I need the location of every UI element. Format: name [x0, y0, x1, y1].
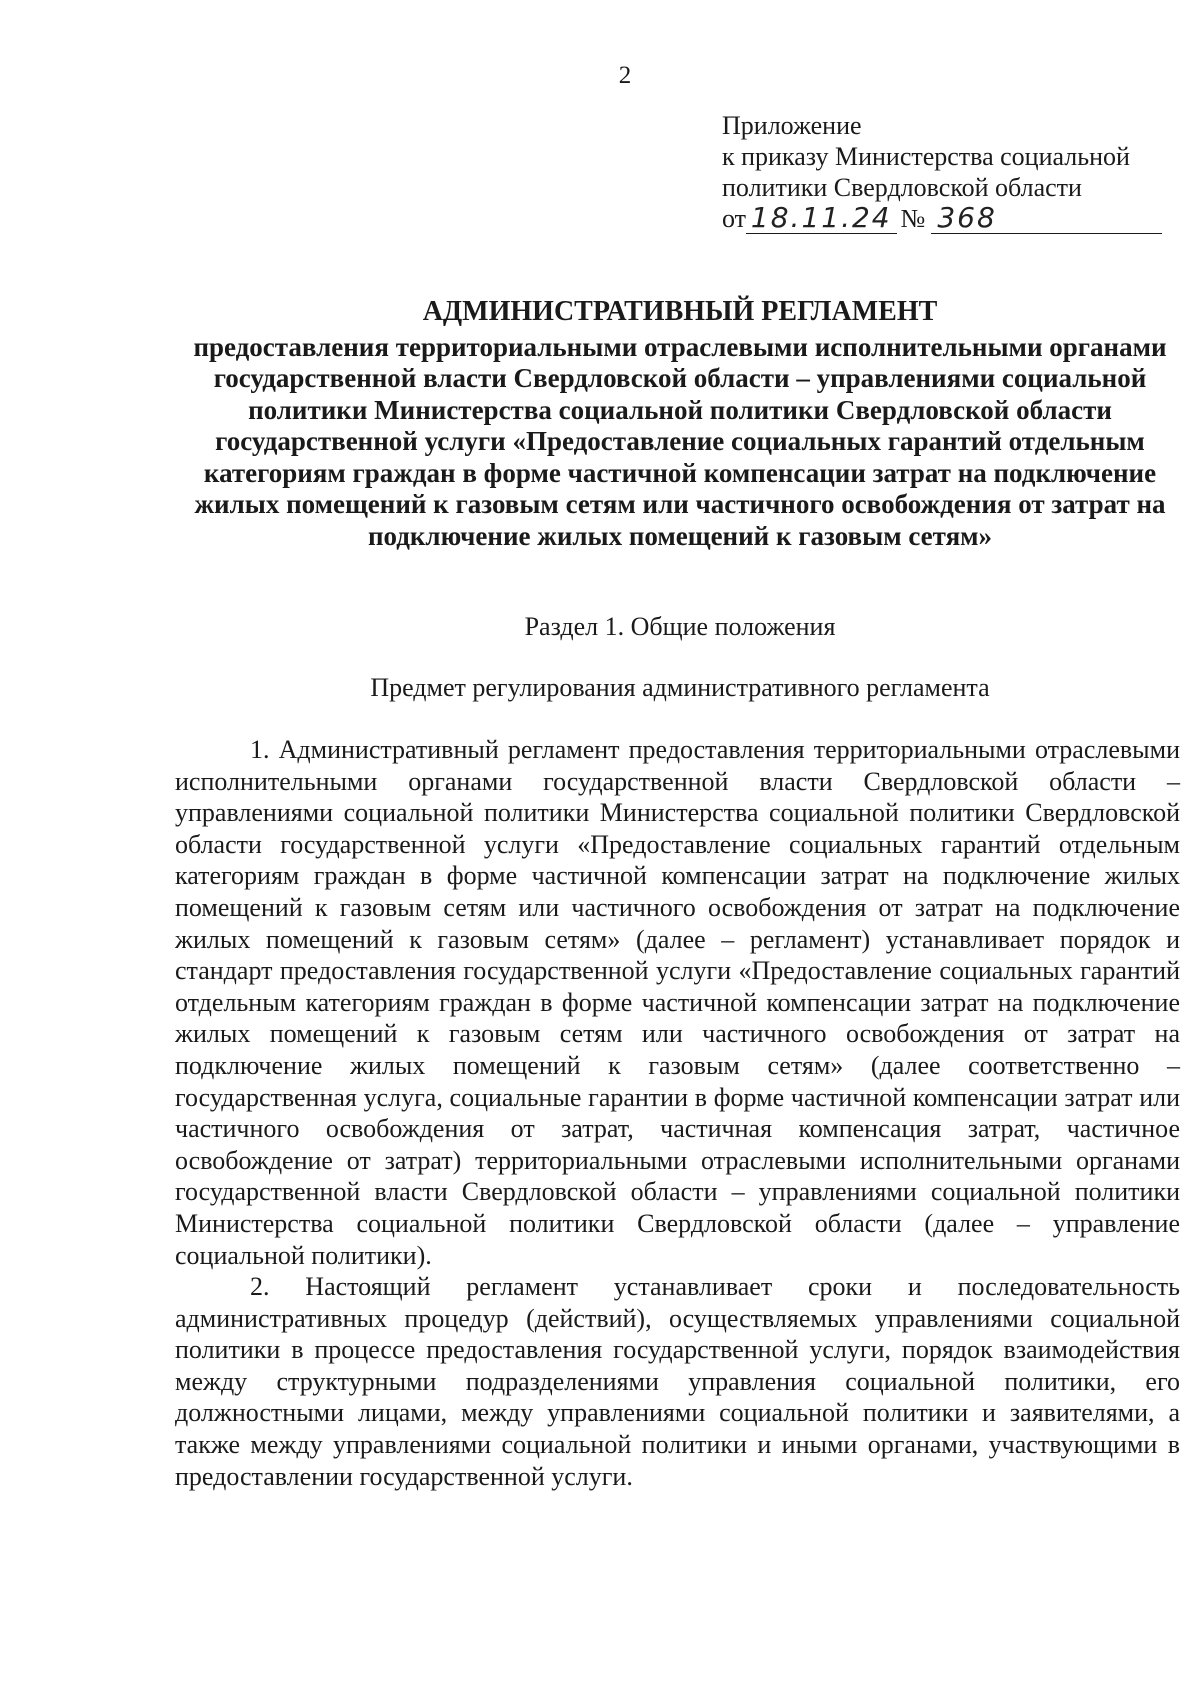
section-subheading: Предмет регулирования административного регламента [370, 673, 990, 702]
appendix-block [722, 110, 1162, 234]
document-subtitle: предоставления территориальными отраслевыми исполнительными органами государственной власти Свердловской области – управлениями социальной политики Министерства социальной политики Свердловской области государственной услуги «Предоставление социальных гарантий отдельным категориям граждан в форме частичной компенсации затрат на подключение жилых помещений к газовым сетям или частичного освобождения от затрат на подключение жилых помещений к газовым сетям» [193, 331, 1167, 551]
paragraph-2: 2. Настоящий регламент устанавливает сроки и последовательность административных процедур (действий), осуществляемых управлениями социальной политики в процессе предоставления государственной услуги, порядок взаимодействия между структурными подразделениями управления социальной политики, его должностными лицами, между управлениями социальной политики и заявителями, а также между управлениями социальной политики и иными органами, участвующими в предоставлении государственной услуги. [175, 1272, 1180, 1491]
number-label: № [900, 204, 926, 233]
handwritten-number: 368 [931, 203, 1162, 234]
paragraph-1: 1. Административный регламент предоставления территориальными отраслевыми исполнительными органами государственной власти Свердловской области – управлениями социальной политики Министерства социальной политики Свердловской области государственной услуги «Предоставление социальных гарантий отдельным категориям граждан в форме частичной компенсации затрат на подключение жилых помещений к газовым сетям или частичного освобождения от затрат на подключение жилых помещений к газовым сетям» (далее – регламент) устанавливает порядок и стандарт предоставления государственной услуги «Предоставление социальных гарантий отдельным категориям граждан в форме частичной компенсации затрат на подключение жилых помещений к газовым сетям или частичного освобождения от затрат на подключение жилых помещений к газовым сетям» (далее соответственно – государственная услуга, социальные гарантии в форме частичной компенсации затрат или частичного освобождения от затрат, частичная компенсация затрат, частичное освобождение от затрат) территориальными отраслевыми исполнительными органами государственной власти Свердловской области – управлениями социальной политики Министерства социальной политики Свердловской области (далее – управление социальной политики). [175, 735, 1180, 1270]
appendix-date-number-line [722, 203, 1162, 234]
page-number: 2 [618, 62, 632, 89]
body-text [175, 734, 1180, 1492]
document-title: АДМИНИСТРАТИВНЫЙ РЕГЛАМЕНТ [422, 296, 938, 327]
from-label: от [722, 204, 747, 233]
section-heading: Раздел 1. Общие положения [524, 612, 836, 641]
appendix-ministry: политики Свердловской области [722, 173, 1082, 202]
handwritten-date: 18.11.24 [746, 203, 896, 234]
appendix-order-ref: к приказу Министерства социальной [722, 142, 1130, 171]
appendix-title: Приложение [722, 111, 862, 140]
document-title-block [170, 296, 1190, 552]
